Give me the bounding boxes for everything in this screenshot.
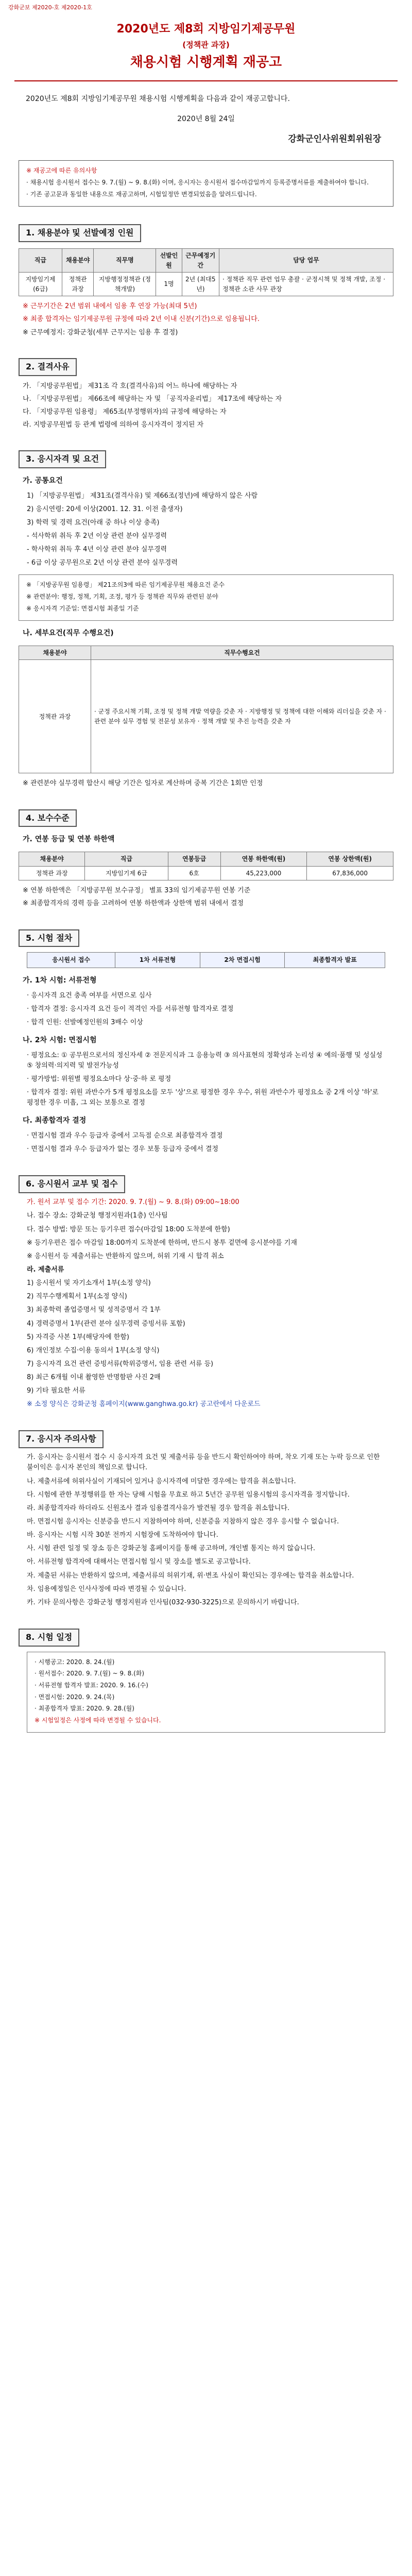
list-item: 3) 학력 및 경력 요건(아래 중 하나 이상 충족) (27, 518, 160, 527)
application-lines (27, 1197, 385, 1410)
document-item: 6) 개인정보 수집·이용 동의서 1부(소정 양식) (27, 1346, 160, 1354)
schedule-item: · 원서접수: 2020. 9. 7.(월) ~ 9. 8.(화) (35, 1670, 145, 1677)
table-cell: 2년 (최대5년) (182, 273, 219, 296)
schedule-item: · 면접시험: 2020. 9. 24.(목) (35, 1693, 115, 1701)
pay-table (19, 852, 393, 880)
subsection-heading: 가. 연봉 등급 및 연봉 하한액 (23, 835, 115, 844)
list-item: 가. 원서 교부 및 접수 기간: 2020. 9. 7.(월) ~ 9. 8.(화) 09:00~18:00 (27, 1198, 239, 1207)
section-heading: 6. 응시원서 교부 및 접수 (19, 1175, 125, 1193)
list-item: 다. 시험에 관한 부정행위를 한 자는 당해 시험을 무효로 하고 5년간 공무원 임용시험의 응시자격을 정지합니다. (27, 1490, 350, 1499)
table-row (19, 660, 393, 773)
reannouncement-notice (19, 160, 393, 207)
schedule-item: · 최종합격자 발표: 2020. 9. 28.(월) (35, 1705, 134, 1713)
process-step: 2차 면접시험 (200, 953, 285, 968)
list-item: · 합격 인원: 선발예정인원의 3배수 이상 (27, 1018, 143, 1026)
list-item: 나. 접수 장소: 강화군청 행정지원과(1층) 인사팀 (27, 1212, 168, 1220)
table-header: 직무명 (94, 248, 156, 272)
section-heading: 1. 채용분야 및 선발예정 인원 (19, 224, 141, 242)
list-item: 나. 제출서류에 허위사실이 기재되어 있거나 응시자격에 미달한 경우에는 합격을 취소합니다. (27, 1477, 296, 1485)
qualification-box (19, 574, 393, 621)
notice-line: ※ 재공고에 따른 유의사항 (26, 167, 97, 175)
list-item: 가. 응시자는 응시원서 접수 시 응시자격 요건 및 제출서류 등을 반드시 확인하여야 하며, 착오 기재 또는 누락 등으로 인한 불이익은 응시자 본인의 책임으로 합니다. (27, 1453, 380, 1472)
section-heading: 3. 응시자격 및 요건 (19, 450, 106, 468)
document-item: 3) 최종학력 졸업증명서 및 성적증명서 각 1부 (27, 1306, 161, 1314)
list-item: · 면접시험 결과 우수 등급자 중에서 고득점 순으로 최종합격자 결정 (27, 1132, 223, 1140)
recruit-notes (23, 301, 389, 337)
list-item: 라. 지방공무원법 등 관계 법령에 의하여 응시자격이 정지된 자 (23, 420, 204, 429)
document-item: 9) 기타 필요한 서류 (27, 1387, 85, 1395)
process-c-lines (27, 1131, 385, 1155)
pay-notes (23, 886, 389, 909)
document-item: 4) 경력증명서 1부(관련 분야 실무경력 증빙서류 포함) (27, 1319, 185, 1328)
notice-date: 2020년 8월 24일 (177, 115, 235, 124)
section-heading: 8. 시험 일정 (19, 1629, 79, 1647)
table-cell: 67,836,000 (307, 866, 393, 880)
table-header: 직급 (19, 248, 62, 272)
list-item: · 평정요소: ① 공무원으로서의 정신자세 ② 전문지식과 그 응용능력 ③ 의사표현의 정확성과 논리성 ④ 예의·품행 및 성실성 ⑤ 창의력·의지력 및 발전가능성 (27, 1051, 383, 1070)
list-item: - 6급 이상 공무원으로 2년 이상 관련 분야 실무경력 (27, 559, 178, 567)
schedule-box (27, 1652, 385, 1733)
schedule-note: ※ 시험일정은 사정에 따라 변경될 수 있습니다. (35, 1716, 161, 1724)
table-row (19, 273, 393, 296)
note-line: ※ 최종합격자의 경력 등을 고려하여 연봉 하한액과 상한액 범위 내에서 결정 (23, 900, 244, 908)
intro-text: 2020년도 제8회 지방임기제공무원 채용시험 시행계획을 다음과 같이 재공고합니다. (26, 94, 290, 103)
document-item: 2) 직무수행계획서 1부(소정 양식) (27, 1293, 127, 1301)
table-header: 연봉 상한액(원) (307, 852, 393, 867)
notice-line: · 기존 공고문과 동일한 내용으로 재공고하며, 시험일정만 변경되었음을 알려드립니다. (26, 190, 257, 198)
list-item: 다. 접수 방법: 방문 또는 등기우편 접수(마감일 18:00 도착분에 한함) (27, 1225, 230, 1233)
list-item: · 평가방법: 위원별 평정요소마다 상·중·하 로 평정 (27, 1075, 171, 1083)
section-heading: 7. 응시자 주의사항 (19, 1430, 104, 1448)
table-cell: 지방임기제 (6급) (19, 273, 62, 296)
table-cell: · 정책관 직무 관련 업무 총괄 · 군정시책 및 정책 개발, 조정 · 정책관 소관 사무 관장 (219, 273, 393, 296)
list-item: 나. 「지방공무원법」 제66조에 해당하는 자 및 「공직자윤리법」 제17조에 해당하는 자 (23, 395, 282, 403)
list-item: · 합격자 결정: 응시자격 요건 등이 적격인 자를 서류전형 합격자로 결정 (27, 1005, 234, 1013)
table-cell: 6호 (168, 866, 220, 880)
subsection-heading: 가. 1차 시험: 서류전형 (23, 976, 97, 985)
gazette-ref: 강화군보 제2020-호 제2020-1호 (8, 4, 92, 11)
list-item: 라. 제출서류 (27, 1265, 64, 1274)
section-heading: 2. 결격사유 (19, 358, 77, 376)
table-cell: · 군정 주요시책 기획, 조정 및 정책 개발 역량을 갖춘 자 · 지방행정 및 정책에 대한 이해와 리더십을 갖춘 자 · 관련 분야 실무 경험 및 전문성 보유자 · 정책 개발 및 추진 능력을 갖춘 자 (91, 660, 393, 773)
table-cell: 지방행정정책관 (정책개발) (94, 273, 156, 296)
table-header: 연봉등급 (168, 852, 220, 867)
table-header: 선발인원 (156, 248, 182, 272)
table-header: 근무예정기간 (182, 248, 219, 272)
table-header: 직무수행요건 (91, 646, 393, 660)
process-a-lines (27, 991, 385, 1028)
list-item: · 응시자격 요건 충족 여부를 서면으로 심사 (27, 991, 152, 999)
title-line-3: 채용시험 시행계획 재공고 (130, 55, 282, 71)
table-header: 직급 (85, 852, 168, 867)
list-item: 가. 「지방공무원법」 제31조 각 호(결격사유)의 어느 하나에 해당하는 자 (23, 382, 237, 390)
process-steps (27, 952, 385, 968)
table-header: 담당 업무 (219, 248, 393, 272)
title-line-2: (정책관 과장) (182, 40, 230, 50)
disqualification-list (23, 381, 389, 431)
list-item: 2) 응시연령: 20세 이상(2001. 12. 31. 이전 출생자) (27, 505, 183, 513)
process-step: 응시원서 접수 (27, 953, 115, 968)
box-line: ※ 응시자격 기준일: 면접시험 최종일 기준 (26, 604, 139, 612)
table-cell: 지방임기제 6급 (85, 866, 168, 880)
table-cell: 정책관 과장 (62, 273, 94, 296)
process-step: 1차 서류전형 (115, 953, 200, 968)
subsection-heading: 가. 공통요건 (23, 476, 63, 485)
subsection-heading: 나. 세부요건(직무 수행요건) (23, 629, 114, 638)
table-cell: 정책관 과장 (19, 660, 91, 773)
list-item: - 학사학위 취득 후 4년 이상 관련 분야 실무경력 (27, 546, 167, 554)
qualification-table (19, 646, 393, 774)
organization-name: 강화군인사위원회위원장 (288, 134, 381, 145)
note-line: ※ 연봉 하한액은 「지방공무원 보수규정」 별표 33의 임기제공무원 연봉 기준 (23, 887, 251, 895)
recruit-table (19, 248, 393, 296)
note-line: ※ 소정 양식은 강화군청 홈페이지(www.ganghwa.go.kr) 공고란에서 다운로드 (27, 1400, 261, 1409)
list-item: 사. 시험 관련 일정 및 장소 등은 강화군청 홈페이지를 통해 공고하며, 개인별 통지는 하지 않습니다. (27, 1545, 316, 1553)
subsection-heading: 나. 2차 시험: 면접시험 (23, 1036, 97, 1045)
process-b-lines (27, 1050, 385, 1109)
table-header: 채용분야 (62, 248, 94, 272)
table-cell: 1명 (156, 273, 182, 296)
qualification-note (23, 778, 389, 789)
table-cell: 정책관 과장 (19, 866, 85, 880)
section-heading: 5. 시험 절차 (19, 929, 79, 947)
box-line: ※ 「지방공무원 임용령」 제21조의3에 따른 임기제공무원 채용요건 준수 (26, 581, 225, 589)
box-line: ※ 관련분야: 행정, 정책, 기획, 조정, 평가 등 정책관 직무와 관련된 분야 (26, 593, 218, 601)
list-item: · 면접시험 결과 우수 등급자가 없는 경우 보통 등급자 중에서 결정 (27, 1145, 218, 1154)
note-line: ※ 근무기간은 2년 범위 내에서 임용 후 연장 가능(최대 5년) (23, 302, 197, 311)
table-header: 채용분야 (19, 852, 85, 867)
list-item: 다. 「지방공무원 임용령」 제65조(부정행위자)의 규정에 해당하는 자 (23, 408, 227, 416)
title-rule (14, 80, 398, 81)
list-item: 1) 「지방공무원법」 제31조(결격사유) 및 제66조(정년)에 해당하지 않은 사람 (27, 492, 258, 500)
list-item: 라. 최종합격자라 하더라도 신원조사 결과 임용결격사유가 발견될 경우 합격을 취소합니다. (27, 1504, 290, 1512)
list-item: 카. 기타 문의사항은 강화군청 행정지원과 인사팀(032-930-3225)으로 문의하시기 바랍니다. (27, 1598, 299, 1606)
document-item: 1) 응시원서 및 자기소개서 1부(소정 양식) (27, 1279, 151, 1287)
qualification-lines (27, 491, 385, 569)
document-item: 5) 자격증 사본 1부(해당자에 한함) (27, 1333, 129, 1341)
list-item: 자. 제출된 서류는 반환하지 않으며, 제출서류의 허위기재, 위·변조 사실이 확인되는 경우에는 합격을 취소합니다. (27, 1571, 354, 1580)
document-item: 7) 응시자격 요건 관련 증빙서류(학위증명서, 임용 관련 서류 등) (27, 1360, 214, 1368)
list-item: 차. 임용예정일은 인사사정에 따라 변경될 수 있습니다. (27, 1585, 186, 1593)
table-cell: 45,223,000 (220, 866, 307, 880)
table-header: 채용분야 (19, 646, 91, 660)
list-item: 마. 면접시험 응시자는 신분증을 반드시 지참하여야 하며, 신분증을 지참하지 않은 경우 응시할 수 없습니다. (27, 1517, 339, 1526)
notice-line: · 채용시험 응시원서 접수는 9. 7.(월) ~ 9. 8.(화) 이며, 응시자는 응시원서 접수마감일까지 등록증명서류를 제출하여야 합니다. (26, 178, 369, 186)
note-line: ※ 최종 합격자는 임기제공무원 규정에 따라 2년 이내 신분(기간)으로 임용됩니다. (23, 315, 260, 324)
table-header: 연봉 하한액(원) (220, 852, 307, 867)
list-item: 아. 서류전형 합격자에 대해서는 면접시험 일시 및 장소를 별도로 공고합니다. (27, 1558, 251, 1566)
note-line: ※ 관련분야 실무경력 합산시 해당 기간은 일자로 계산하며 중복 기간은 1회만 인정 (23, 779, 263, 788)
schedule-item: · 서류전형 합격자 발표: 2020. 9. 16.(수) (35, 1681, 148, 1689)
caution-list (27, 1452, 385, 1608)
process-step: 최종합격자 발표 (285, 953, 385, 968)
list-item: 바. 응시자는 시험 시작 30분 전까지 시험장에 도착하여야 합니다. (27, 1531, 218, 1539)
section-heading: 4. 보수수준 (19, 809, 77, 827)
note-line: ※ 등기우편은 접수 마감일 18:00까지 도착분에 한하며, 반드시 봉투 겉면에 응시분야를 기재 (27, 1239, 297, 1247)
note-line: ※ 근무예정지: 강화군청(세부 근무지는 임용 후 결정) (23, 328, 178, 336)
title-line-1: 2020년도 제8회 지방임기제공무원 (116, 23, 296, 36)
note-line: ※ 응시원서 등 제출서류는 반환하지 않으며, 허위 기재 시 합격 취소 (27, 1252, 224, 1260)
document-item: 8) 최근 6개월 이내 촬영한 반명함판 사진 2매 (27, 1374, 161, 1382)
list-item: · 합격자 결정: 위원 과반수가 5개 평정요소를 모두 '상'으로 평정한 경우 우수, 위원 과반수가 평정요소 중 2개 이상 '하'로 평정한 경우 미흡, 그 외는 보통으로 결정 (27, 1089, 379, 1107)
schedule-item: · 시행공고: 2020. 8. 24.(월) (35, 1658, 115, 1666)
list-item: - 석사학위 취득 후 2년 이상 관련 분야 실무경력 (27, 532, 167, 540)
table-row (19, 866, 393, 880)
subsection-heading: 다. 최종합격자 결정 (23, 1116, 87, 1125)
